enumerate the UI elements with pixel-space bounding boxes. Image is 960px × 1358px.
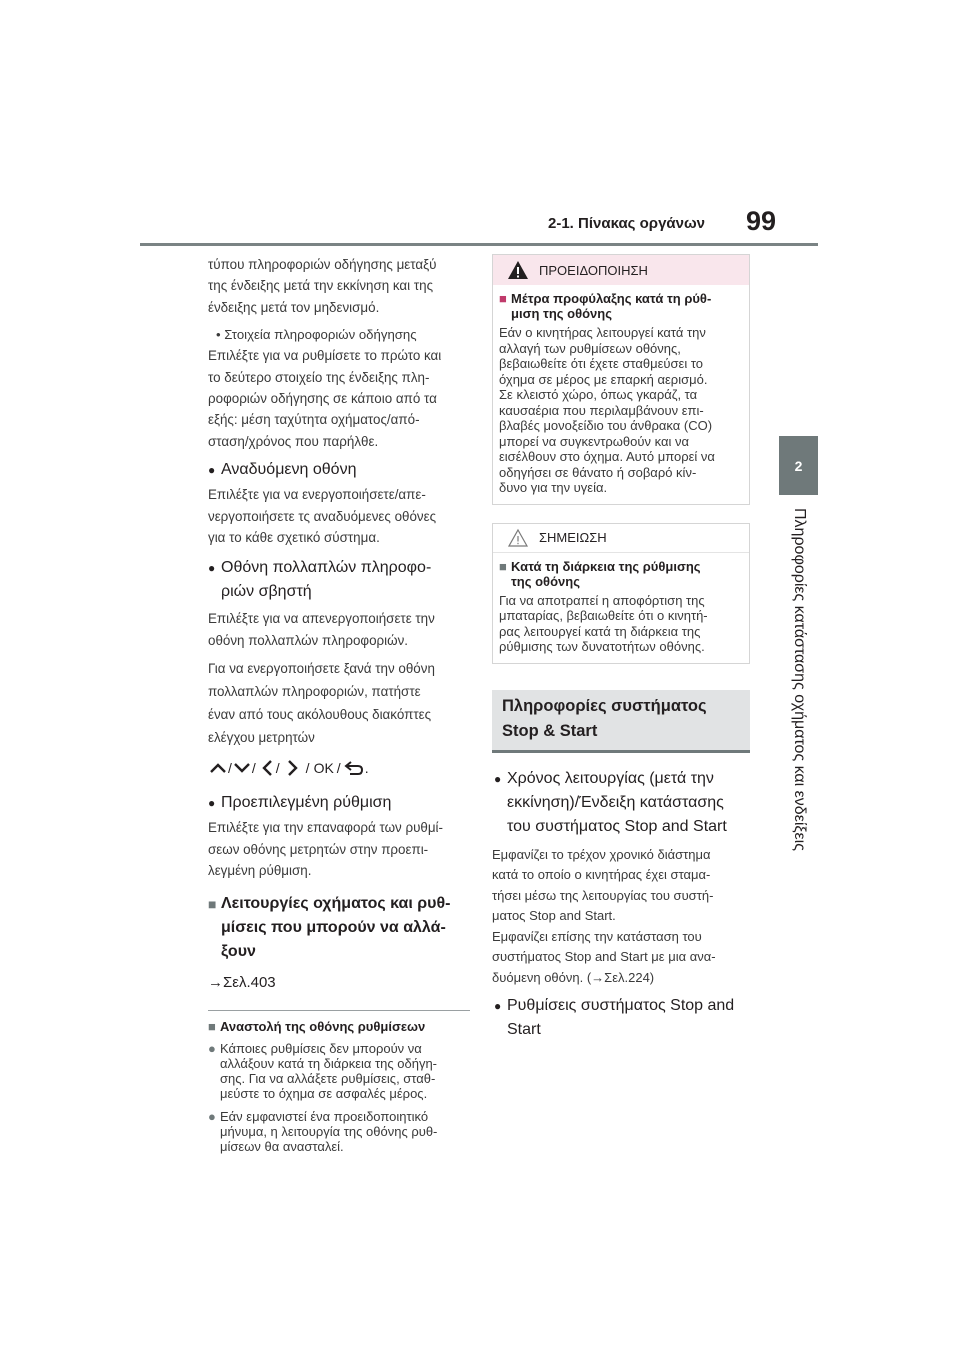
- note-header: [493, 524, 749, 553]
- popup-line: νεργοποιήσετε τς αναδυόμενες οθόνες: [208, 508, 437, 524]
- multi-info-line: Επιλέξτε για να απενεργοποιήσετε την: [208, 611, 435, 627]
- square-bullet-icon: ■: [499, 558, 507, 574]
- multi-info-line: πολλαπλών πληροφοριών, πατήστε: [208, 684, 421, 700]
- suspend-item: [208, 1041, 470, 1101]
- bullet-dot-icon: ●: [494, 771, 502, 786]
- sub-line: το δεύτερο στοιχείο της ένδειξης πλη-: [208, 369, 430, 385]
- caution-outline-icon: [507, 528, 529, 548]
- stop-start-settings-heading-text: Ρυθμίσεις συστήματος Stop and Start: [507, 997, 735, 1038]
- suspend-item-text: Εάν εμφανιστεί ένα προειδοποιητικό μήνυμα, η λειτουργία της οθόνης ρυθ- μίσεων θα ανασταλεί.: [220, 1108, 438, 1154]
- multi-info-line: έναν από τους ακόλουθους διακόπτες: [208, 707, 432, 723]
- chapter-title: Πληροφορίες κατάστασης οχήματος και ενδείξεις: [791, 508, 808, 851]
- default-heading: [208, 791, 470, 815]
- circle-bullet-icon: ●: [208, 1108, 216, 1124]
- bullet-dot-icon: ●: [208, 463, 216, 478]
- circle-bullet-icon: ●: [208, 1040, 216, 1056]
- multi-info-line: οθόνη πολλαπλών πληροφοριών.: [208, 632, 409, 648]
- suspend-heading: [208, 1019, 470, 1035]
- square-bullet-icon: ■: [208, 1018, 216, 1034]
- operating-time-text: Εμφανίζει το τρέχον χρονικό διάστημα κατά το οποίο ο κινητήρας έχει σταμα- τήσει μέσω της λειτουργίας του συστή- ματος Stop and Start. Εμφανίζει επίσης την κατάσταση του συστήματος Stop and Start με μια ανα- δυόμενη οθόνη. (→Σελ.224): [492, 846, 716, 985]
- icon-separator: /: [228, 760, 232, 777]
- section-title: 2-1. Πίνακας οργάνων: [548, 215, 705, 232]
- icon-separator: /: [251, 760, 256, 777]
- bullet-dot-icon: ●: [208, 796, 216, 811]
- chevron-left-icon: [260, 758, 276, 778]
- stop-start-title-line: Πληροφορίες συστήματος: [502, 696, 707, 715]
- stop-start-settings-heading: [492, 994, 750, 1042]
- sub-bullet: • Στοιχεία πληροφοριών οδήγησης: [216, 327, 417, 343]
- chapter-tab: [779, 436, 818, 495]
- popup-heading-text: Αναδυόμενη οθόνη: [221, 461, 357, 479]
- suspend-section: [208, 1010, 470, 1154]
- default-line: Επιλέξτε για την επαναφορά των ρυθμί-: [208, 820, 443, 836]
- functions-heading: [208, 892, 470, 964]
- intro-line: της ένδειξης μετά την εκκίνηση και της: [208, 278, 434, 294]
- note-body: [493, 553, 749, 663]
- warning-body: [493, 285, 749, 504]
- sub-line: σταση/χρόνος που παρήλθε.: [208, 433, 379, 449]
- right-column: [492, 254, 750, 1042]
- warning-label: ΠΡΟΕΙΔΟΠΟΙΗΣΗ: [539, 262, 648, 278]
- warning-subheading-text: Μέτρα προφύλαξης κατά τη ρύθ- μιση της οθόνης: [511, 291, 712, 321]
- chapter-number: 2: [794, 457, 803, 474]
- icon-end: .: [364, 760, 369, 777]
- popup-line: για το κάθε σχετικό σύστημα.: [208, 530, 380, 546]
- warning-box: [492, 254, 750, 505]
- functions-heading-text: Λειτουργίες οχήματος και ρυθ- μίσεις που μπορούν να αλλά- ξουν: [221, 894, 451, 960]
- chevron-up-icon: [208, 761, 228, 775]
- multi-info-line: Για να ενεργοποιήσετε ξανά την οθόνη: [208, 661, 435, 677]
- stop-start-section-heading: [492, 690, 750, 753]
- icon-separator: /: [336, 760, 341, 777]
- page-number: 99: [746, 206, 777, 236]
- left-column: [208, 254, 470, 1154]
- chapter-title-vertical: [788, 508, 814, 851]
- warning-header: [493, 255, 749, 285]
- multi-info-line: ελέγχου μετρητών: [208, 730, 315, 746]
- chevron-down-icon: [232, 761, 252, 775]
- square-bullet-icon: ■: [499, 291, 507, 306]
- intro-line: ένδειξης μετά τον μηδενισμό.: [208, 299, 380, 315]
- sub-line: εξής: μέση ταχύτητα οχήματος/από-: [208, 412, 420, 428]
- note-text: Για να αποτραπεί η αποφόρτιση της μπαταρίας, βεβαιωθείτε ότι ο κινητή- ρας λειτουργεί κατά τη διάρκεια της ρύθμισης των δυνατοτήτων οθόνης.: [499, 592, 708, 654]
- operating-time-heading: [492, 767, 750, 839]
- multi-info-heading-text: Οθόνη πολλαπλών πληροφο- ριών σβηστή: [221, 559, 432, 601]
- warning-text: Εάν ο κινητήρας λειτουργεί κατά την αλλαγή των ρυθμίσεων οθόνης, βεβαιωθείτε ότι έχετε σταθμεύσει το όχημα σε μέρος με επαρκή αερισμό. Σε κλειστό χώρο, όπως γκαράζ, τα καυσαέρια που περιλαμβάνουν επι- βλαβές μονοξείδιο του άνθρακα (CO) μπορεί να συγκεντρωθούν και να εισέλθουν στο όχημα. Αυτό μπορεί να οδηγήσει σε θάνατο ή σοβαρό κίν- δυνο για την υγεία.: [499, 325, 715, 495]
- warning-triangle-icon: [507, 260, 529, 280]
- note-box: [492, 523, 750, 664]
- default-line: λεγμένη ρύθμιση.: [208, 863, 312, 879]
- icon-separator: /: [305, 760, 310, 777]
- square-bullet-icon: ■: [208, 895, 217, 912]
- suspend-item: [208, 1109, 470, 1154]
- back-arrow-icon: [343, 760, 365, 776]
- suspend-heading-text: Αναστολή της οθόνης ρυθμίσεων: [220, 1018, 426, 1034]
- note-subheading: [499, 559, 743, 589]
- functions-ref: →Σελ.403: [208, 973, 276, 991]
- multi-info-heading: [208, 556, 470, 604]
- warning-subheading: [499, 291, 743, 321]
- meter-switch-icons: [208, 753, 470, 783]
- stop-start-title-line: Stop & Start: [502, 721, 598, 740]
- bullet-dot-icon: ●: [208, 561, 216, 576]
- note-subheading-text: Κατά τη διάρκεια της ρύθμισης της οθόνης: [511, 558, 701, 589]
- suspend-item-text: Κάποιες ρυθμίσεις δεν μπορούν να αλλάξουν κατά τη διάρκεια της οδήγη- σης. Για να αλλάξετε ρυθμίσεις, σταθ- μεύστε το όχημα σε ασφαλές μέρος.: [220, 1040, 438, 1101]
- operating-time-heading-text: Χρόνος λειτουργίας (μετά την εκκίνηση)/Ένδειξη κατάστασης του συστήματος Stop and Start: [507, 769, 727, 835]
- popup-line: Επιλέξτε για να ενεργοποιήσετε/απε-: [208, 487, 426, 503]
- header-rule: [140, 243, 818, 246]
- popup-heading: [208, 458, 470, 482]
- note-label: ΣΗΜΕΙΩΣΗ: [539, 530, 607, 545]
- sub-line: Επιλέξτε για να ρυθμίσετε το πρώτο και: [208, 348, 442, 364]
- default-line: σεων οθόνης μετρητών στην προεπι-: [208, 841, 429, 857]
- intro-line: τύπου πληροφοριών οδήγησης μεταξύ: [208, 257, 437, 272]
- icon-separator: /: [275, 760, 280, 777]
- default-heading-text: Προεπιλεγμένη ρύθμιση: [221, 794, 392, 812]
- chevron-right-icon: [284, 758, 300, 778]
- bullet-dot-icon: ●: [494, 999, 502, 1013]
- ok-icon: OK: [313, 760, 334, 777]
- sub-line: ροφοριών οδήγησης σε κάποιο από τα: [208, 391, 437, 407]
